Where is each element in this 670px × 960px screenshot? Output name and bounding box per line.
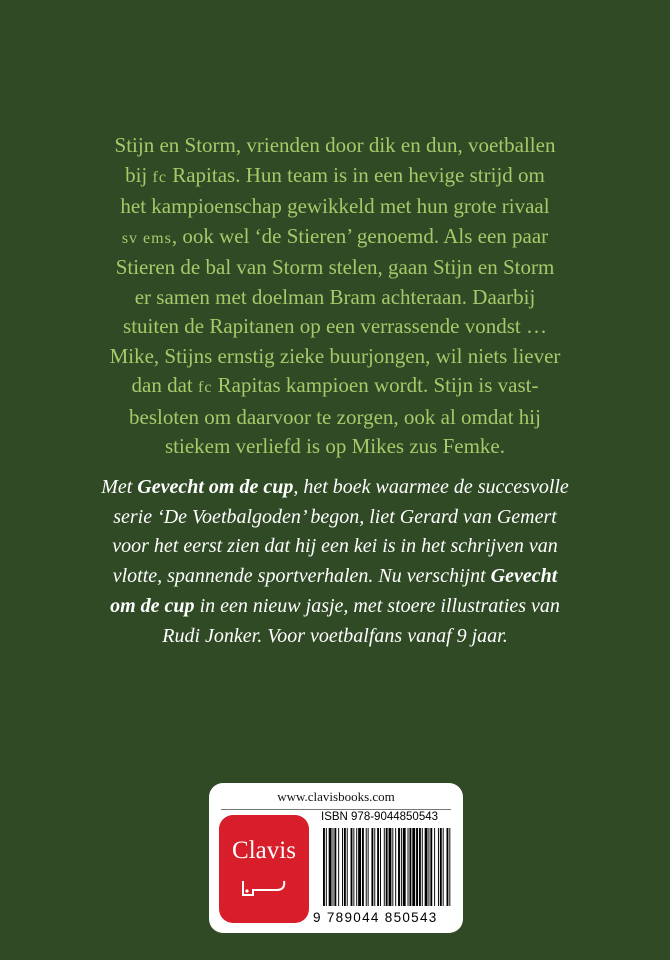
barcode-bar [409,828,411,906]
synopsis-text [80,131,590,462]
synopsis-line: Mike, Stijns ernstig zieke buurjongen, wil niets liever [109,343,561,368]
barcode-bar [329,828,332,906]
synopsis-line: besloten om daarvoor te zorgen, ook al omdat hij [129,404,541,429]
barcode-bar [440,828,442,906]
barcode-bar [371,828,373,906]
synopsis-line: Stijn en Storm, vrienden door dik en dun, voetballen [114,133,556,157]
synopsis-line: er samen met doelman Bram achteraan. Daarbij [134,284,536,309]
barcode-bar [368,828,369,906]
synopsis-line [80,161,590,193]
text-segment: dan dat [131,373,198,397]
text-segment: , het boek waarmee de succesvolle [293,476,569,498]
ean-number: 9 789044 850543 [313,910,438,925]
promo-line: serie ‘De Voetbalgoden’ begon, liet Gerard van Gemert [113,505,557,528]
barcode-bar [338,828,339,906]
barcode-bar [333,828,334,906]
barcode-bar [377,828,379,906]
promo-line [70,473,600,503]
barcode-bar [395,828,396,906]
promo-line: Rudi Jonker. Voor voetbalfans vanaf 9 jaar. [162,624,508,647]
barcode-bar [430,828,432,906]
barcode-bar [403,828,406,906]
barcode-bar [334,828,336,906]
barcode-bar [374,828,375,906]
barcode-bar [438,828,439,906]
small-caps-abbr: fc [152,168,167,186]
barcode-bar [366,828,367,906]
book-title: om de cup [110,594,195,617]
barcode-bar [428,828,429,906]
synopsis-line [80,371,590,403]
barcode-bar [358,828,361,906]
text-segment: Rapitas kampioen wordt. Stijn is vast- [212,373,539,397]
key-icon [239,877,289,901]
synopsis-line: stiekem verliefd is op Mikes zus Femke. [164,434,506,458]
barcode-bar [434,828,435,906]
barcode-bar [344,828,346,906]
promo-line: voor het eerst zien dat hij een kei is in het schrijven van [112,535,558,558]
synopsis-line: stuiten de Rapitanen op een verrassende vondst … [123,314,547,338]
book-title: Gevecht [490,565,558,588]
barcode-bar [447,828,449,906]
barcode-bar [449,828,450,906]
barcode-bar [353,828,354,906]
barcode-bar [356,828,357,906]
barcode-bar [412,828,415,906]
promo-text [70,473,600,651]
synopsis-line: het kampioenschap gewikkeld met hun grote rivaal [120,194,550,218]
barcode-bar [362,828,364,906]
barcode-bar [422,828,423,906]
small-caps-abbr: fc [197,379,213,396]
promo-line [70,562,600,592]
text-segment: , ook wel ‘de Stieren’ genoemd. Als een paar [171,223,549,248]
barcode-bar [398,828,400,906]
book-title: Gevecht om de cup [137,476,294,498]
publisher-url: www.clavisbooks.com [277,789,395,804]
barcode-panel [209,783,463,933]
publisher-name: Clavis [232,837,296,864]
text-segment: vlotte, spannende sportverhalen. Nu verschijnt [112,565,491,588]
text-segment: bij [125,162,153,187]
barcode-bar [384,828,385,906]
barcode-bar [419,828,421,906]
barcode-icon [323,828,453,908]
synopsis-line [80,222,590,254]
publisher-logo [219,815,309,923]
synopsis-line: Stieren de bal van Storm stelen, gaan Stijn en Storm [115,255,555,279]
barcode-bar [401,828,402,906]
barcode-bar [386,828,388,906]
barcode-bar [389,828,392,906]
barcode-bar [351,828,353,906]
divider [221,809,451,810]
barcode-bar [323,828,325,906]
text-segment: Met [101,476,138,498]
barcode-bar [326,828,327,906]
barcode-bar [443,828,444,906]
barcode-bar [342,828,343,906]
barcode-bar [392,828,393,906]
promo-line [70,592,600,622]
barcode-bar [347,828,348,906]
text-segment: in een nieuw jasje, met stoere illustraties van [194,594,560,617]
barcode-bar [425,828,428,906]
small-caps-abbr: sv ems [121,229,172,247]
barcode-bar [408,828,409,906]
barcode-bar [380,828,381,906]
barcode-bar [416,828,418,906]
text-segment: Rapitas. Hun team is in een hevige strijd om [166,162,545,187]
isbn-label: ISBN 978-9044850543 [321,811,439,823]
